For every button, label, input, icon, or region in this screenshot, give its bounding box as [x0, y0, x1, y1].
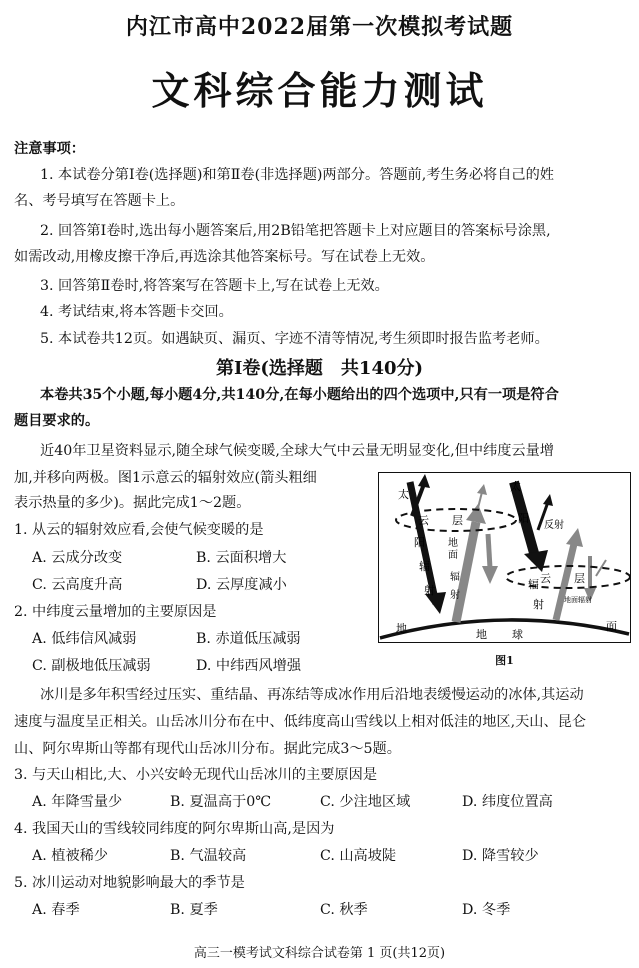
label-yun-right: 云	[540, 572, 551, 585]
label-qiu: 球	[512, 628, 523, 641]
option: D. 纬度位置高	[462, 794, 553, 810]
passage-line: 表示热量的多少)。据此完成1～2题。	[14, 495, 251, 511]
label-she-left: 射	[424, 584, 435, 597]
cloud-radiation-figure	[378, 472, 631, 668]
label-fu-left: 辐	[419, 560, 430, 573]
label-she-right: 射	[533, 598, 544, 611]
passage-line: 加,并移向两极。图1示意云的辐射效应(箭头粗细	[14, 470, 317, 486]
section-intro: 题目要求的。	[14, 413, 100, 429]
figure-caption: 图1	[495, 654, 514, 667]
label-di: 地	[476, 628, 487, 641]
section-intro: 本卷共35个小题,每小题4分,共140分,在每小题给出的四个选项中,只有一项是符合	[40, 387, 559, 403]
label-yang-left: 阳	[414, 536, 425, 549]
label-dimian-2: 面	[448, 550, 458, 561]
label-ceng-right: 层	[574, 572, 585, 585]
label-sun-left: 太	[398, 488, 409, 501]
notice-line: 2. 回答第Ⅰ卷时,选出每小题答案后,用2B铅笔把答题卡上对应题目的答案标号涂黑,	[40, 223, 551, 239]
passage-line: 速度与温度呈正相关。山岳冰川分布在中、低纬度高山雪线以上相对低洼的地区,天山、昆仑	[14, 714, 587, 730]
notice-line: 3. 回答第Ⅱ卷时,将答案写在答题卡上,写在试卷上无效。	[40, 278, 389, 294]
option: B. 气温较高	[170, 848, 247, 864]
label-mian-edge: 面	[606, 620, 617, 633]
option: D. 云厚度减小	[196, 577, 287, 593]
label-she-mid: 射	[450, 590, 460, 601]
option: B. 夏季	[170, 902, 218, 918]
option: D. 中纬西风增强	[196, 658, 302, 674]
option: A. 春季	[32, 902, 80, 918]
option: A. 低纬信风减弱	[32, 631, 137, 647]
notice-line: 如需改动,用橡皮擦干净后,再选涂其他答案标号。写在试卷上无效。	[14, 249, 435, 265]
notice-line: 5. 本试卷共12页。如遇缺页、漏页、字迹不清等情况,考生须即时报告监考老师。	[40, 331, 549, 347]
option: C. 少注地区域	[320, 794, 411, 810]
option: B. 夏温高于0℃	[170, 794, 272, 810]
section-title: 第Ⅰ卷(选择题 共140分)	[215, 358, 424, 379]
page-footer: 高三一模考试文科综合试卷第 1 页(共12页)	[193, 946, 446, 961]
question-stem: 2. 中纬度云量增加的主要原因是	[14, 604, 217, 620]
notice-line: 名、考号填写在答题卡上。	[14, 193, 185, 209]
question-stem: 4. 我国天山的雪线较同纬度的阿尔卑斯山高,是因为	[14, 821, 335, 837]
passage-line: 冰川是多年积雪经过压实、重结晶、再冻结等成冰作用后沿地表缓慢运动的冰体,其运动	[40, 687, 584, 703]
question-stem: 3. 与天山相比,大、小兴安岭无现代山岳冰川的主要原因是	[14, 767, 378, 783]
option: A. 植被稀少	[32, 848, 109, 864]
question-stem: 1. 从云的辐射效应看,会使气候变暖的是	[14, 522, 264, 538]
option: B. 赤道低压减弱	[196, 631, 301, 647]
exam-title: 内江市高中2022届第一次模拟考试题	[125, 14, 514, 40]
notice-line: 1. 本试卷分第Ⅰ卷(选择题)和第Ⅱ卷(非选择题)两部分。答题前,考生务必将自己的姓	[40, 167, 554, 183]
option: A. 云成分改变	[32, 550, 123, 566]
option: C. 云高度升高	[32, 577, 123, 593]
option: A. 年降雪量少	[32, 794, 123, 810]
passage-line: 山、阿尔卑斯山等都有现代山岳冰川分布。据此完成3～5题。	[14, 741, 401, 757]
label-fu-mid: 辐	[450, 572, 460, 583]
label-ceng-left: 层	[452, 514, 463, 527]
option: C. 副极地低压减弱	[32, 658, 151, 674]
option: D. 降雪较少	[462, 848, 539, 864]
subject-title: 文科综合能力测试	[151, 68, 488, 113]
question-stem: 5. 冰川运动对地貌影响最大的季节是	[14, 875, 245, 891]
label-dimian-1: 地	[448, 538, 458, 549]
label-fu-right: 辐	[528, 578, 539, 591]
label-ground-rad-small: 地面辐射	[564, 596, 592, 604]
cloud-down-arrow-left	[488, 534, 490, 568]
label-sun-right: 太	[510, 480, 521, 493]
passage-line: 近40年卫星资料显示,随全球气候变暖,全球大气中云量无明显变化,但中纬度云量增	[40, 443, 554, 459]
label-yang-right: 阳	[518, 512, 529, 525]
option: C. 秋季	[320, 902, 368, 918]
label-di-edge: 地	[396, 622, 407, 635]
option: D. 冬季	[462, 902, 511, 918]
notice-line: 4. 考试结束,将本答题卡交回。	[40, 304, 233, 320]
label-reflect: 反射	[544, 520, 564, 531]
option: C. 山高坡陡	[320, 848, 397, 864]
option: B. 云面积增大	[196, 550, 287, 566]
label-yun-left: 云	[418, 514, 429, 527]
notice-heading: 注意事项：	[14, 141, 85, 157]
